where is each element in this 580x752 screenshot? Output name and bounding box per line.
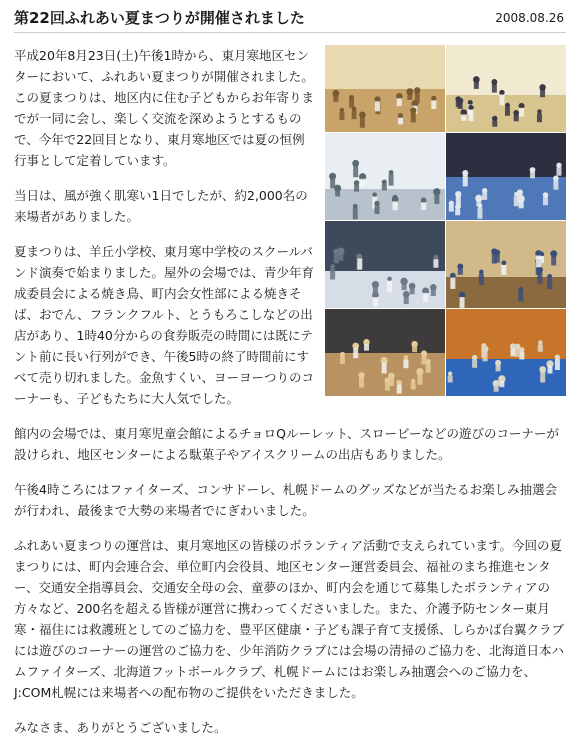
photo-food-stall-blue-tent [446, 133, 566, 220]
paragraph-indoor: 館内の会場では、東月寒児童会館によるチョロQルーレット、スロービーなどの遊びのコーナーが設けられ、地区センターによる駄菓子やアイスクリームの出店もありました。 [14, 426, 559, 462]
paragraph-volunteers: ふれあい夏まつりの運営は、東月寒地区の皆様のボランティア活動で支えられています。今回の夏まつりには、町内会連合会、単位町内会役員、地区センター運営委員会、福祉のまち推進センター、交通安全指導員会、交通安全母の会、童夢のほか、町内会を通じて募集したボランティアの方々など、200名を超える皆様が運営に携わってくださいました。また、介護予防センター東月寒・福住には救護班としてのご協力を、豊平区健康・子ども課子育て支援係、しらかば台翼クラブには遊びのコーナーの運営のご協力を、少年消防クラブには会場の清掃のご協力を、北海道日本ハムファイターズ、北海道フットボールクラブ、札幌ドームにはお楽しみ抽選会へのご協力を、J:COM札幌には来場者への配布物のご提供をいただきました。 [14, 538, 565, 700]
photo-children-game-corner [446, 309, 566, 396]
page-title: 第22回ふれあい夏まつりが開催されました [14, 9, 305, 27]
paragraph-attendance: 当日は、風が強く肌寒い1日でしたが、約2,000名の来場者がありました。 [14, 188, 308, 224]
paragraph-thanks: みなさま、ありがとうございました。 [14, 720, 227, 735]
photo-goldfish-scooping [446, 221, 566, 308]
photo-collage [325, 45, 566, 396]
photo-children-gym-floor [325, 309, 445, 396]
paragraph-intro: 平成20年8月23日(土)午後1時から、東月寒地区センターにおいて、ふれあい夏まつりが開催されました。この夏まつりは、地区内に住む子どもからお年寄りまでが一同に会し、楽しく交流を深めようとするもので、今年で22回目となり、東月寒地区では夏の恒例行事として定着しています。 [14, 48, 315, 168]
photo-band-performance-gym [325, 45, 445, 132]
article [14, 8, 566, 752]
article-body [14, 45, 566, 738]
photo-outdoor-crowd [325, 133, 445, 220]
photo-band-stage-banner [446, 45, 566, 132]
photo-grid [325, 45, 566, 396]
article-header [14, 8, 566, 33]
publish-date: 2008.08.26 [495, 11, 564, 25]
paragraph-program: 夏まつりは、羊丘小学校、東月寒中学校のスクールバンド演奏で始まりました。屋外の会場では、青少年育成委員会による焼き鳥、町内会女性部による焼きそば、おでん、フランクフルト、とうもろこしなどの出店があり、1時40分からの食券販売の時間には既にテント前に長い行列ができ、午後5時の終了時間前にすべて売り切れました。金魚すくい、ヨーヨーつりのコーナーも、子どもたちに大人気でした。 [14, 244, 315, 406]
paragraph-lottery: 午後4時ころにはファイターズ、コンサドーレ、札幌ドームのグッズなどが当たるお楽しみ抽選会が行われ、最後まで大勢の来場者でにぎわいました。 [14, 482, 558, 518]
photo-tent-volunteers [325, 221, 445, 308]
